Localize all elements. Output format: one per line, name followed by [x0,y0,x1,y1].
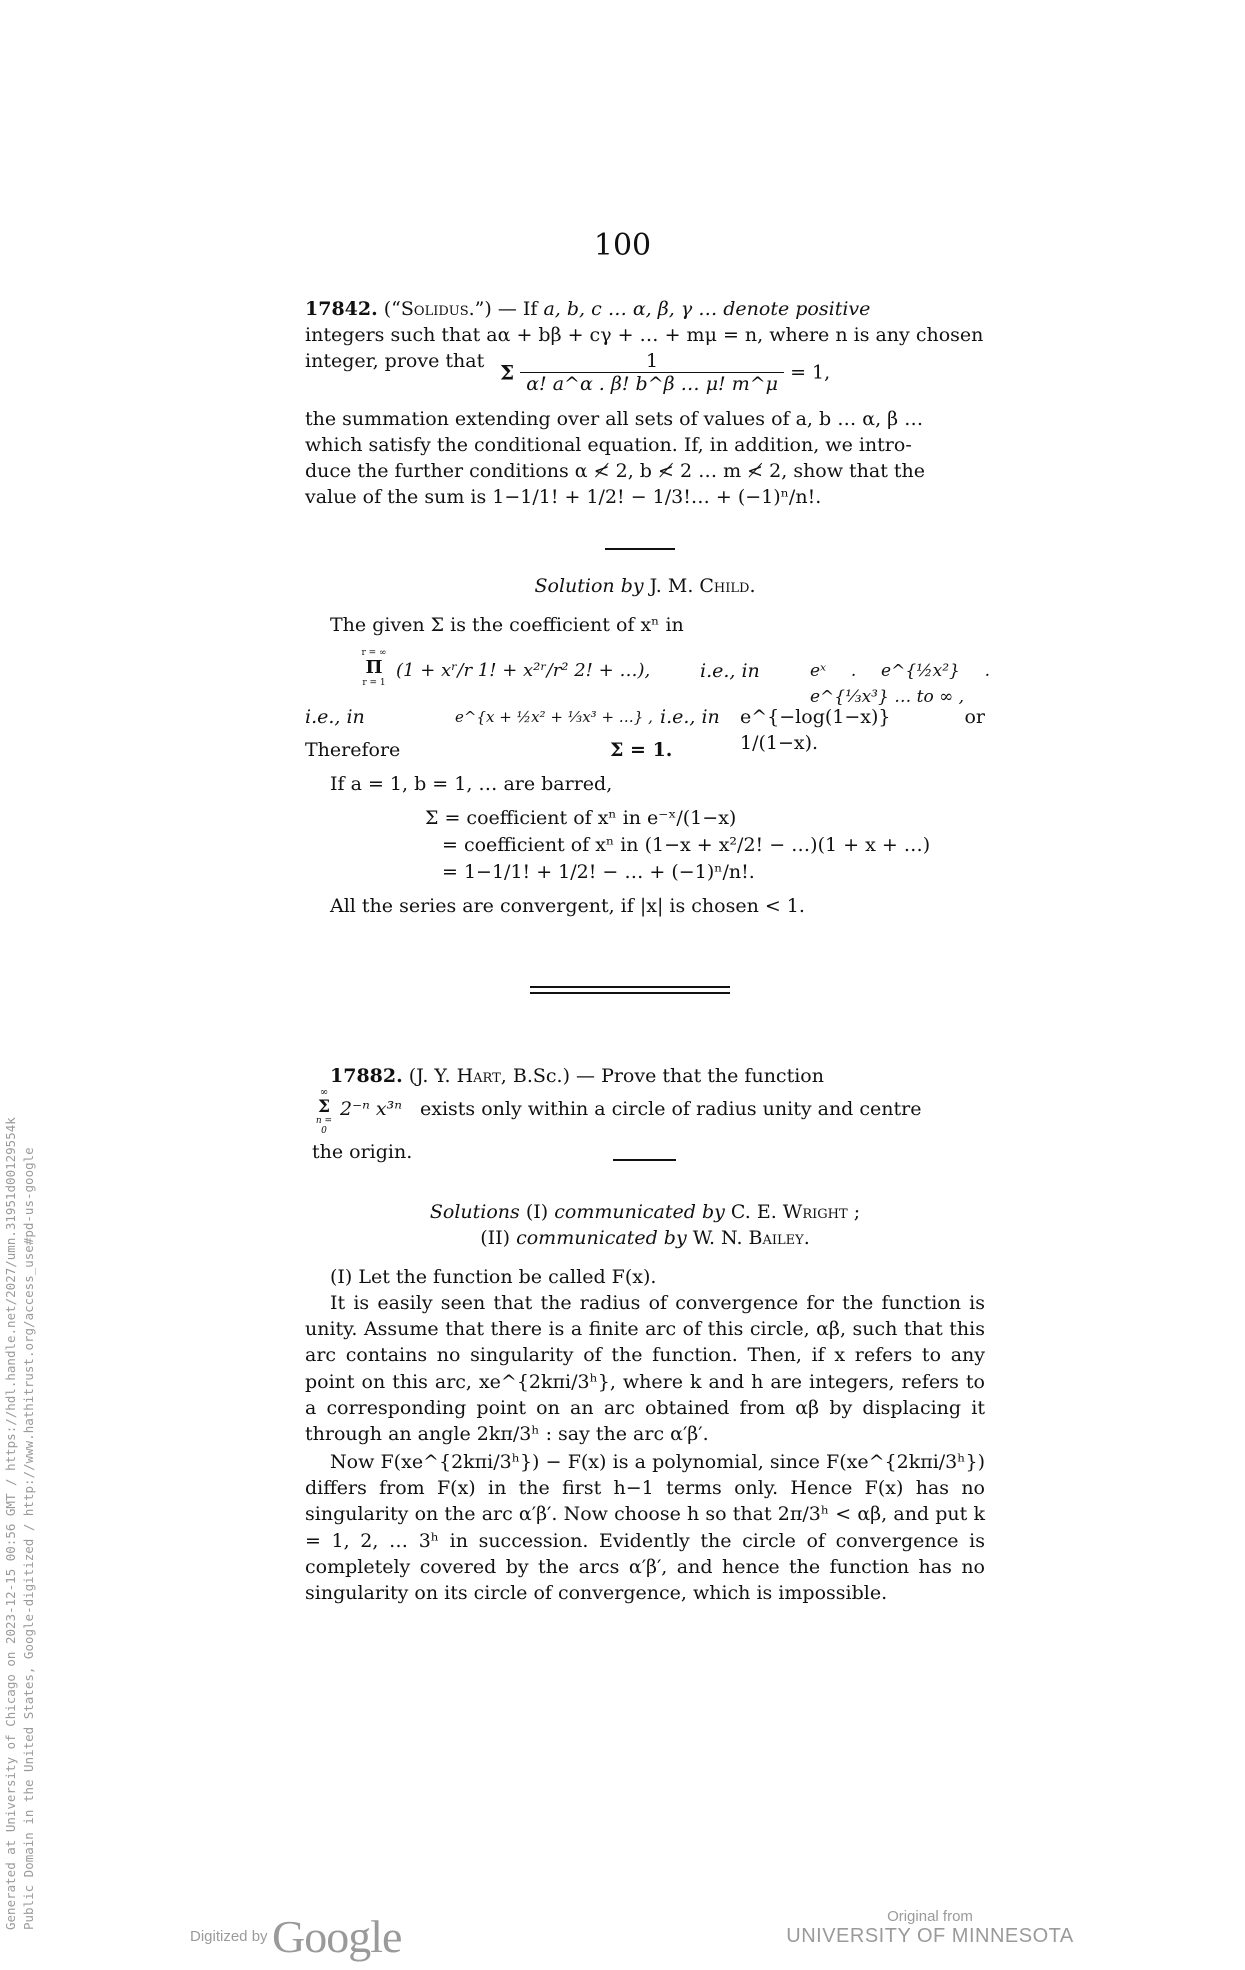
conclusion-line: All the series are convergent, if |x| is chosen < 1. [330,895,805,917]
solution2-paragraph-2: It is easily seen that the radius of convergence for the function is unity. Assume that there is a finite arc of this circle, αβ, such that this arc contains no singularity of the function. Then, if x refers to any point on this arc, xe^{2kπi/3ʰ}, where k and h are integers, refers to a corresponding point on an arc obtained from αβ by displacing it through an angle 2kπ/3ʰ : say the arc α′β′. [305,1292,985,1446]
therefore-label: Therefore [305,739,401,761]
exponential-3: e^{−log(1−x)} or 1/(1−x). [740,706,985,754]
product-line [360,648,990,707]
problem-17882-line-3: the origin. [312,1141,413,1163]
sigma-symbol: Σ [500,360,515,385]
solution2-paragraph-3: Now F(xe^{2kπi/3ʰ}) − F(x) is a polynomial, since F(xe^{2kπi/3ʰ}) differs from F(x) in the first h−1 terms only. Hence F(x) has no singularity on the arc α′β′. Now choose h so that 2π/3ʰ < αβ, and put k = 1, 2, … 3ʰ in succession. Evidently the circle of convergence is completely covered by the arcs α′β′, and hence the function has no singularity on its circle of convergence, which is impossible. [305,1451,985,1605]
ie-label-2: i.e., in [305,706,365,728]
author-intro: (“ [383,298,401,320]
product-body: (1 + xʳ/r 1! + x²ʳ/r² 2! + …), [396,660,651,681]
solutions-heading-2 [305,1225,985,1251]
formula-numerator: 1 [520,350,784,373]
problem-number-2: 17882. [330,1065,403,1087]
statement-line-5: which satisfy the conditional equation. If, in addition, we intro- [305,434,912,456]
solution-label: Solution by [534,575,644,597]
double-rule-bottom [530,992,730,994]
solutions-heading-1 [305,1199,985,1225]
short-rule-2 [613,1159,676,1161]
sum-operator [312,1088,336,1136]
solution-line-1: The given Σ is the coefficient of xⁿ in [330,614,684,636]
statement-line-1: a, b, c … α, β, γ … denote positive [543,298,871,320]
double-rule-top [530,986,730,988]
problem-17882-line-2: exists only within a circle of radius unity and centre [420,1098,922,1120]
statement-line-2: integers such that aα + bβ + cγ + … + mμ = n, where n is any chosen [305,324,984,346]
solutions-label: Solutions [429,1201,520,1223]
statement-line-3: integer, prove that [305,350,485,372]
therefore-result: Σ = 1. [610,739,673,761]
author-name: Solidus [400,298,469,320]
statement-line-4: the summation extending over all sets of values of a, b … α, β … [305,408,924,430]
author-outro: .”) — If [468,298,538,320]
product-body-text: 1 + xʳ/r 1! + x²ʳ/r² 2! + … [403,660,638,681]
google-logo: Google [272,1911,402,1962]
problem-line-1 [305,296,985,322]
formula-line [305,348,985,406]
therefore-line [305,737,985,765]
problem-17882-sum-line [312,1088,985,1136]
equation-1: Σ = coefficient of xⁿ in e⁻ˣ/(1−x) [425,807,737,829]
formula [500,350,830,395]
formula-denominator: α! a^α . β! b^β … μ! m^μ [526,373,779,395]
digitized-by-label: Digitized by [190,1928,268,1945]
statement-line-6: duce the further conditions α ≮ 2, b ≮ 2 … m ≮ 2, show that the [305,460,926,482]
solution2-paragraph-1: (I) Let the function be called F(x). [330,1266,657,1288]
google-branding [190,1910,401,1963]
product-top: r = ∞ [361,648,387,658]
communicated-by-1: communicated by [554,1201,725,1223]
author-intro-2: (J. Y. [408,1065,451,1087]
sum-body: 2⁻ⁿ x³ⁿ [340,1098,402,1120]
ie-label-1: i.e., in [700,660,760,682]
author-name-2: Hart [456,1065,501,1087]
page-number: 100 [593,228,652,263]
product-operator [360,648,388,688]
side-watermark-line-2: Public Domain in the United States, Google-digitized / http://www.hathitrust.org/access_use#pd-us-google [21,1147,36,1930]
problem-17842 [305,296,985,510]
barred-line: If a = 1, b = 1, … are barred, [330,773,613,795]
solver-bailey: W. N. Bailey. [692,1227,810,1249]
solver-name: J. M. Child. [649,575,756,597]
solutions-roman-1: (I) [525,1201,549,1223]
original-from-label: Original from [887,1908,973,1925]
formula-equals: = 1, [790,361,831,384]
author-outro-2: , B.Sc.) — Prove that the function [500,1065,824,1087]
statement-line-7: value of the sum is 1−1/1! + 1/2! − 1/3!… + (−1)ⁿ/n!. [305,486,822,508]
communicated-by-2: communicated by [516,1227,687,1249]
equation-2: = coefficient of xⁿ in (1−x + x²/2! − …)(1 + x + …) [442,834,931,856]
origin-branding [780,1908,1080,1948]
side-watermark [2,1117,38,1930]
side-watermark-line-1: Generated at University of Chicago on 2023-12-15 00:56 GMT / https://hdl.handle.net/2027/umn.31951d00129554k [3,1117,18,1930]
sum-symbol: Σ [317,1097,331,1117]
solver-wright: C. E. Wright ; [730,1201,861,1223]
short-rule [605,548,675,550]
sum-bottom: n = 0 [315,1116,333,1136]
university-label: UNIVERSITY OF MINNESOTA [786,1925,1074,1947]
product-bottom: r = 1 [362,678,386,688]
problem-number: 17842. [305,298,378,320]
exponential-2: e^{x + ½x² + ⅓x³ + …} , [455,708,653,726]
sum-top: ∞ [319,1087,329,1098]
formula-fraction [520,350,784,395]
solution-heading [305,573,985,599]
product-symbol: Π [365,657,383,678]
solutions-roman-2: (II) [480,1227,511,1249]
exponential-1: eˣ . e^{½x²} . e^{⅓x³} … to ∞ , [810,661,990,707]
problem-17882-line-1 [330,1063,985,1089]
ie-label-3: i.e., in [660,706,720,728]
equation-3: = 1−1/1! + 1/2! − … + (−1)ⁿ/n!. [442,861,755,883]
